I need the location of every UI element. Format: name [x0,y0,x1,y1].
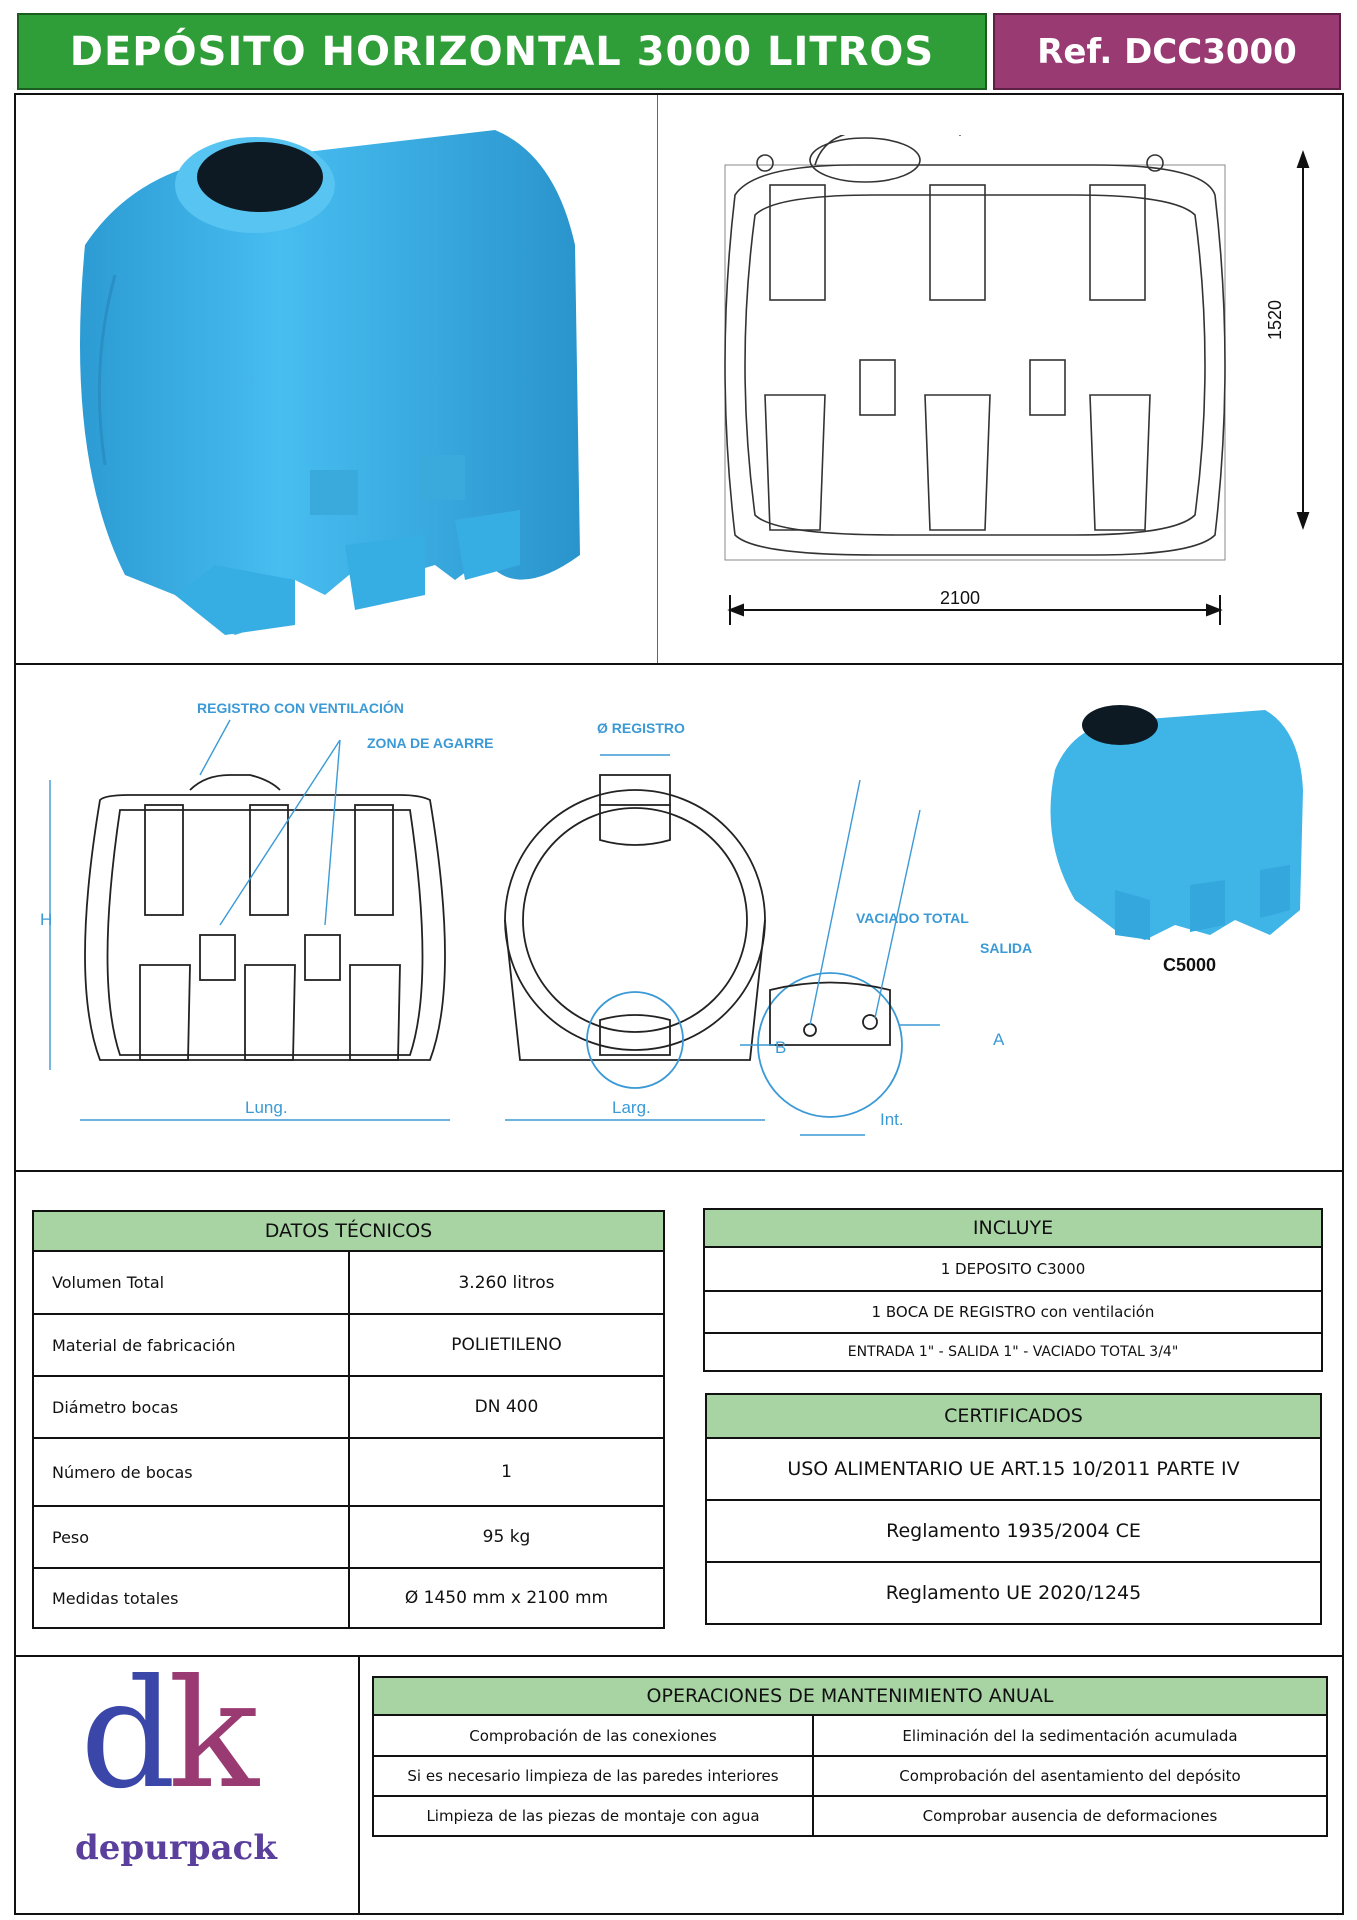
table-row: USO ALIMENTARIO UE ART.15 10/2011 PARTE IV [706,1438,1321,1500]
mantenimiento-title: OPERACIONES DE MANTENIMIENTO ANUAL [373,1677,1327,1715]
label-vaciado-total: VACIADO TOTAL [856,910,969,926]
tank-front-drawing [695,135,1315,645]
table-row: 1 BOCA DE REGISTRO con ventilación [704,1291,1322,1333]
table-row: ENTRADA 1" - SALIDA 1" - VACIADO TOTAL 3/4" [704,1333,1322,1371]
table-row: Diámetro bocas DN 400 [33,1376,664,1438]
table-row: Comprobación de las conexiones Eliminación del la sedimentación acumulada [373,1715,1327,1756]
table-row: Reglamento UE 2020/1245 [706,1562,1321,1624]
label-a: A [993,1030,1005,1049]
certificados-table [705,1393,1322,1625]
tank-c5000-image [1035,700,1315,945]
label-salida: SALIDA [980,940,1033,956]
label-diametro-registro: Ø REGISTRO [597,720,685,736]
logo-k: k [168,1648,251,1822]
divider [657,95,658,663]
divider [14,663,1344,665]
incluye-title: INCLUYE [704,1209,1322,1247]
page-title: DEPÓSITO HORIZONTAL 3000 LITROS [17,13,987,90]
table-row: 1 DEPOSITO C3000 [704,1247,1322,1291]
mantenimiento-table [372,1676,1328,1837]
table-row: Reglamento 1935/2004 CE [706,1500,1321,1562]
incluye-table [703,1208,1323,1372]
reference-badge: Ref. DCC3000 [993,13,1341,90]
tank-render-image [55,125,595,640]
table-row: Volumen Total 3.260 litros [33,1251,664,1314]
label-registro-ventilacion: REGISTRO CON VENTILACIÓN [197,700,404,716]
label-int: Int. [880,1110,904,1129]
table-row: Limpieza de las piezas de montaje con agua Comprobar ausencia de deformaciones [373,1796,1327,1836]
table-row: Peso 95 kg [33,1506,664,1568]
datos-tecnicos-title: DATOS TÉCNICOS [33,1211,664,1251]
divider [358,1657,360,1915]
label-h: H [40,910,53,929]
model-label: C5000 [1163,955,1217,975]
dimension-width: 2100 [940,588,981,608]
label-larg: Larg. [612,1098,651,1117]
depurpack-logo [70,1648,310,1880]
dimension-height: 1520 [1265,299,1285,340]
label-b: B [775,1038,787,1057]
table-row: Material de fabricación POLIETILENO [33,1314,664,1376]
logo-brand: depurpack [75,1828,277,1868]
table-row: Medidas totales Ø 1450 mm x 2100 mm [33,1568,664,1628]
label-lung: Lung. [245,1098,288,1117]
certificados-title: CERTIFICADOS [706,1394,1321,1438]
table-row: Si es necesario limpieza de las paredes interiores Comprobación del asentamiento del depósito [373,1756,1327,1796]
logo-letters [80,1648,251,1822]
logo-d: d [80,1648,169,1822]
datos-tecnicos-table [32,1210,665,1629]
table-row: Número de bocas 1 [33,1438,664,1506]
divider [14,1170,1344,1172]
label-zona-agarre: ZONA DE AGARRE [367,735,494,751]
